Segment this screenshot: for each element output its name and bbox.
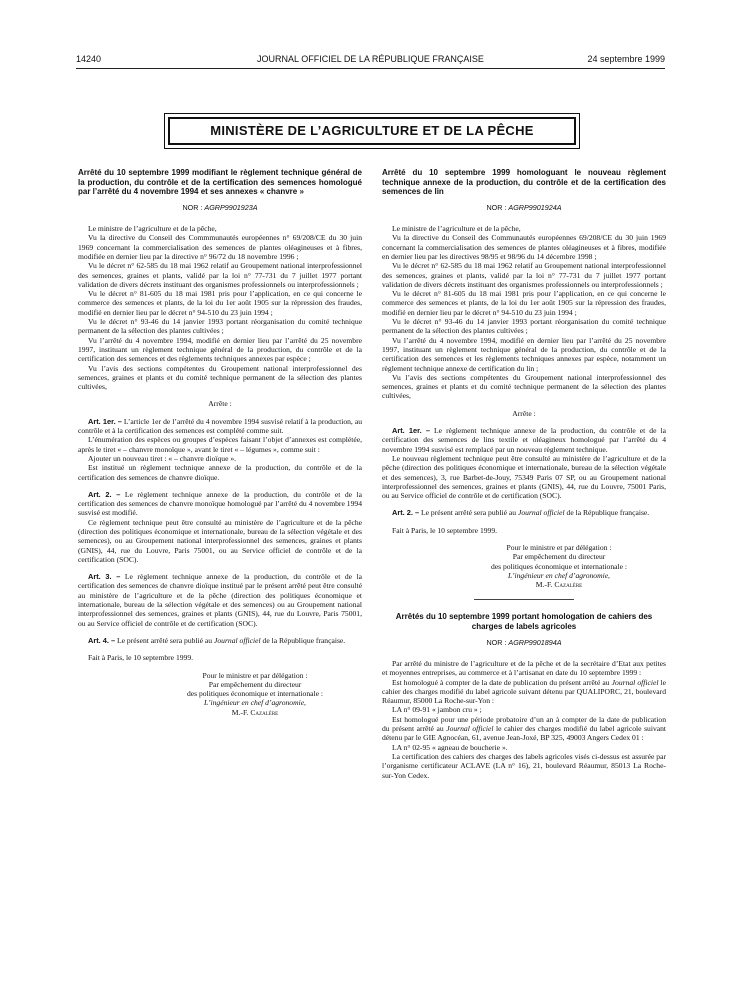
left-decree-title: Arrêté du 10 septembre 1999 modifiant le règlement technique général de la production, du contrôle et de la certification des semences homologué par l’arrêté du 4 novembre 1994 et ses annexes « chanvre »	[78, 168, 362, 197]
paragraph: Ce règlement technique peut être consulté au ministère de l’agriculture et de la pêche (direction des politiques économique et internationale, bureau de la sélection végétale et des semences), ou au Groupement national interprofessionnel des semences, graines et plants (GNIS), 44, rue du Louvre, Paris 75001, ou au Service officiel de contrôle et de la certification (SOC).	[78, 517, 362, 564]
paragraph: Vu le décret n° 93-46 du 14 janvier 1993 portant réorganisation du comité technique permanent de la sélection des plantes cultivées ;	[78, 317, 362, 336]
right-nor: NOR : AGRP9901924A	[486, 202, 562, 212]
article-1: Art. 1er. – L’article 1er de l’arrêté du 4 novembre 1994 susvisé relatif à la production, au contrôle et à la certification des semences est complété comme suit.	[78, 416, 363, 436]
labels-nor: NOR : AGRP9901894A	[486, 637, 562, 647]
journal-title: JOURNAL OFFICIEL DE LA RÉPUBLIQUE FRANÇAISE	[257, 54, 484, 64]
paragraph: Est homologué à compter de la date de publication du présent arrêté au Journal officiel le cahier des charges modifié du label agricole suivant détenu par QUALIPORC, 21, boulevard Réaumur, 85000 La Roche-sur-Yon :	[382, 677, 666, 706]
signature-name: M.-F. Cazalère	[231, 707, 279, 717]
paragraph: L’énumération des espèces ou groupes d’espèces faisant l’objet d’annexes est complétée, après le tiret « – chanvre monoïque », avant le tiret « – légumes », comme suit :	[78, 435, 362, 454]
header-rule	[76, 68, 665, 69]
paragraph: Vu le décret n° 81-605 du 18 mai 1981 pris pour l’application, en ce qui concerne le commerce des semences et plants, de la loi du 1er août 1905 sur la répression des fraudes, modifié en dernier lieu par le décret n° 94-510 du 23 juin 1994 ;	[382, 289, 666, 317]
article-2: Art. 2. – Le règlement technique annexe de la production, du contrôle et de la certification des semences de chanvre monoïque homologué par l’arrêté du 4 novembre 1994 susvisé est modifié.	[78, 489, 363, 518]
signature-line: Pour le ministre et par délégation :	[506, 542, 612, 552]
article-2: Art. 2. – Le présent arrêté sera publié au Journal officiel de la République française.	[392, 508, 650, 518]
signature-line: Pour le ministre et par délégation :	[202, 670, 308, 680]
paragraph: Est homologué pour une période probatoire d’un an à compter de la date de publication du présent arrêté au Journal officiel le cahier des charges modifié du label agricole suivant détenu par le GIE Agnocéan, 61, avenue Jean-Joxé, BP 325, 49003 Angers Cedex 01 :	[382, 714, 667, 743]
paragraph: Vu l’arrêté du 4 novembre 1994, modifié en dernier lieu par l’arrêté du 25 novembre 1997, instituant un règlement technique général de la production, du contrôle et de la certification des semences et les règlements techniques annexes par espèce, notamment un règlement technique annexe de certification du lin ;	[382, 335, 666, 373]
ministry-banner	[168, 117, 576, 145]
paragraph: Vu le décret n° 62-585 du 18 mai 1962 relatif au Groupement national interprofessionnel des semences, graines et plants, validé par la loi n° 77-731 du 7 juillet 1977 portant validation de divers décrets instituant des organismes professionnels ou interprofessionnels ;	[78, 261, 362, 289]
signature-title: L’ingénieur en chef d’agronomie,	[508, 570, 610, 580]
paragraph: Vu la directive du Conseil des Commmunautés européennes n° 69/208/CE du 30 juin 1969 concernant la commercialisation des semences de plantes oléagineuses et à fibres, modifiée en dernier lieu par la directive n° 96/72 du 18 novembre 1996 ;	[78, 233, 362, 261]
paragraph: Vu l’avis des sections compétentes du Groupement national interprofessionnel des semences, graines et plants et du comité technique permanent de la sélection des plantes cultivées,	[78, 363, 362, 392]
ministry-title: MINISTÈRE DE L’AGRICULTURE ET DE LA PÊCHE	[210, 123, 534, 138]
signature-name: M.-F. Cazalère	[535, 580, 583, 590]
labels-title: Arrêtés du 10 septembre 1999 portant homologation de cahiers des charges de labels agricoles	[395, 612, 653, 632]
paragraph: Le nouveau règlement technique peut être consulté au ministère de l’agriculture et de la pêche (direction des politiques économique et internationale, bureau de la sélection végétale et des semences), 3, rue Barbet-de-Jouy, 75349 Paris 07 SP, ou au Groupement national interprofessionnel des semences, graines et plants (GNIS), 44, rue du Louvre, 75001 Paris, ou au Service officiel de contrôle et de certification (SOC).	[382, 453, 666, 501]
signature-line: des politiques économique et internationale :	[490, 561, 628, 571]
paragraph: Le ministre de l’agriculture et de la pêche,	[88, 224, 217, 234]
page-header	[76, 54, 665, 68]
done-at: Fait à Paris, le 10 septembre 1999.	[392, 525, 498, 535]
left-column	[78, 168, 362, 717]
paragraph: Vu la directive du Conseil des Communautés européennes 69/208/CE du 30 juin 1969 concernant la commercialisation des semences de plantes oléagineuses et à fibres, modifiée en dernier lieu par les directives 98/95 et 98/96 du 14 décembre 1998 ;	[382, 233, 666, 261]
signature-line: Par empêchement du directeur	[512, 552, 606, 562]
signature-line: des politiques économique et internationale :	[186, 689, 324, 699]
paragraph: Vu l’avis des sections compétentes du Groupement national interprofessionnel des semences, graines et plants et du comité technique permanent de la sélection des plantes cultivées,	[382, 372, 666, 401]
paragraph: Est institué un règlement technique annexe de la production, du contrôle et de la certification des semences de chanvre dioïque.	[78, 463, 362, 482]
paragraph: La certification des cahiers des charges des labels agricoles visés ci-dessus est assurée par l’organisme certificateur ACLAVE (LA n° 16), 21, boulevard Réaumur, 85013 La Roche-sur-Yon Cedex.	[382, 751, 666, 780]
article-1: Art. 1er. – Le règlement technique annexe de la production, du contrôle et de la certification des semences de lins textile et oléagineux homologué par l’arrêté du 4 novembre 1994 susvisé est remplacé par un nouveau règlement technique.	[382, 426, 666, 454]
signature-line: Par empêchement du directeur	[208, 679, 302, 689]
page-number: 14240	[76, 54, 102, 64]
paragraph: Ajouter un nouveau tiret : « – chanvre dioïque ».	[88, 453, 237, 463]
paragraph: Vu le décret n° 62-585 du 18 mai 1962 relatif au Groupement national interprofessionnel des semences, graines et plants, validé par la loi n° 77-731 du 7 juillet 1977 portant validation de divers décrets instituant des organismes professionnels ou interprofessionnels ;	[382, 261, 666, 289]
signature-title: L’ingénieur en chef d’agronomie,	[204, 698, 306, 708]
done-at: Fait à Paris, le 10 septembre 1999.	[88, 653, 194, 663]
paragraph: LA n° 09-91 « jambon cru » ;	[392, 705, 482, 715]
arrete-heading: Arrête :	[512, 408, 536, 418]
paragraph: Vu l’arrêté du 4 novembre 1994, modifié en dernier lieu par l’arrêté du 25 novembre 1997, instituant un règlement technique général de la production, du contrôle et de la certification des semences et des règlements techniques annexes par espèce ;	[78, 335, 362, 364]
paragraph: Par arrêté du ministre de l’agriculture et de la pêche et de la secrétaire d’Etat aux petites et moyennes entreprises, au commerce et à l’artisanat en date du 10 septembre 1999 :	[382, 658, 666, 678]
right-column	[382, 168, 666, 780]
paragraph: Vu le décret n° 93-46 du 14 janvier 1993 portant réorganisation du comité technique permanent de la sélection des plantes cultivées ;	[382, 317, 666, 336]
section-separator	[474, 599, 574, 600]
issue-date: 24 septembre 1999	[587, 54, 665, 64]
paragraph: Le ministre de l’agriculture et de la pêche,	[392, 224, 521, 234]
arrete-heading: Arrête :	[208, 399, 232, 409]
paragraph: Vu le décret n° 81-605 du 18 mai 1981 pris pour l’application, en ce qui concerne le commerce des semences et plants, de la loi du 1er août 1905 sur la répression des fraudes, modifié en dernier lieu par le décret n° 94-510 du 23 juin 1994 ;	[78, 289, 362, 317]
paragraph: LA n° 02-95 « agneau de boucherie ».	[392, 742, 508, 752]
article-3: Art. 3. – Le règlement technique annexe de la production, du contrôle et de la certification des semences de chanvre dioïque institué par le présent arrêté peut être consulté au ministère de l’agriculture et de la pêche (direction des politiques économique et internationale, bureau de la sélection végétale et des semences) ou au Groupement national interprofessionnel des semences, graines et plants (GNIS), 44, rue du Louvre, Paris 75001, ou au Service officiel de contrôle et de certification (SOC).	[78, 572, 363, 628]
right-decree-title: Arrêté du 10 septembre 1999 homologuant le nouveau règlement technique annexe de la production, du contrôle et de la certification des semences de lin	[382, 168, 666, 197]
article-4: Art. 4. – Le présent arrêté sera publié au Journal officiel de la République française.	[88, 635, 346, 645]
left-nor: NOR : AGRP9901923A	[182, 202, 258, 212]
